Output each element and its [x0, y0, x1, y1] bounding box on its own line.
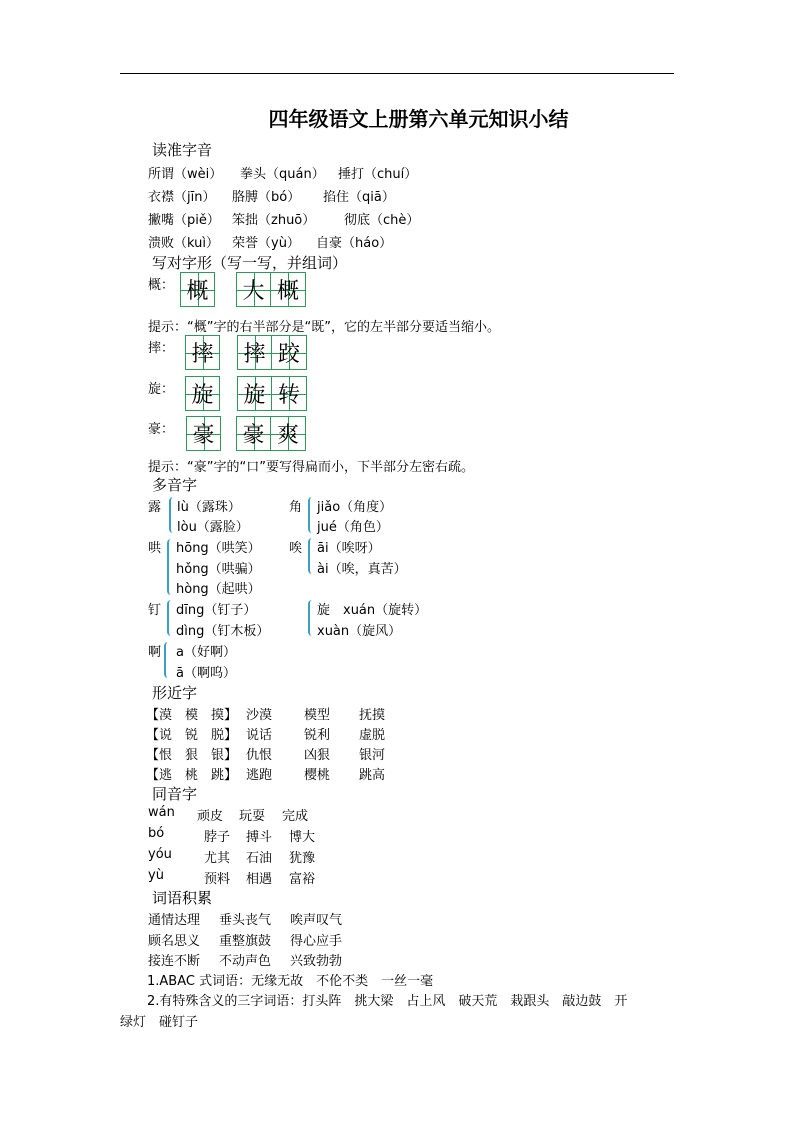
idiom: 得心应手: [290, 934, 343, 949]
homophone-word: 完成: [282, 809, 309, 824]
similar-word: 锐利: [304, 728, 331, 743]
polyphone-reading: lòu（露脸）: [177, 520, 249, 535]
writing-grid-single: [186, 416, 221, 451]
tip-text: 提示：“豪”字的“口”要写得扁而小，下半部分左密右疏。: [148, 460, 474, 475]
tianzige-cell: 摔: [185, 335, 220, 370]
homophone-word: 顽皮: [197, 809, 224, 824]
writing-grid-word: [236, 272, 306, 307]
idiom: 不动声色: [219, 954, 272, 969]
polyphone-reading: lù（露珠）: [177, 500, 241, 515]
polyphone-reading: dīng（钉子）: [176, 603, 257, 618]
tianzige-cell: 豪: [186, 416, 221, 451]
pron-item: 衣襟（jīn）: [148, 190, 216, 205]
polyphone-reading: hǒng（哄骗）: [176, 562, 261, 577]
section-heading-polyphones: 多音字: [152, 476, 198, 494]
homophone-word: 搏斗: [246, 830, 273, 845]
homophone-pinyin: bó: [148, 826, 165, 841]
similar-word: 跳高: [359, 768, 386, 783]
writing-grid-word: [236, 416, 306, 451]
polyphone-char: 角: [289, 500, 303, 515]
polyphone-reading: dìng（钉木板）: [176, 624, 270, 639]
char-label: 旋：: [148, 382, 175, 397]
polyphone-char: 唉: [289, 541, 303, 556]
homophone-word: 预料: [204, 872, 231, 887]
tianzige-cell: 摔: [237, 335, 272, 370]
similar-word: 银河: [359, 748, 386, 763]
brace-icon: [167, 539, 173, 595]
similar-word: 说话: [246, 728, 273, 743]
writing-grid-word: [237, 376, 307, 411]
page-title: 四年级语文上册第六单元知识小结: [268, 107, 569, 131]
three-char-words: 2.有特殊含义的三字词语：打头阵 挑大梁 占上风 破天荒 栽跟头 敲边鼓 开: [147, 994, 628, 1009]
pron-item: 胳膊（bó）: [232, 190, 301, 205]
idiom: 兴致勃勃: [290, 954, 343, 969]
brace-icon: [308, 497, 314, 533]
tianzige-cell: 豪: [236, 416, 271, 451]
homophone-pinyin: yóu: [148, 847, 172, 862]
similar-group: 【说 锐 脱】: [146, 728, 238, 743]
brace-icon: [164, 642, 170, 678]
homophone-pinyin: yù: [148, 868, 164, 883]
polyphone-reading: a（好啊）: [176, 645, 236, 660]
similar-word: 沙漠: [246, 708, 273, 723]
polyphone-char: 啊: [148, 645, 162, 660]
homophone-word: 博大: [289, 830, 316, 845]
tianzige-cell: 旋: [237, 376, 272, 411]
homophone-pinyin: wán: [148, 805, 175, 820]
idiom: 顾名思义: [148, 934, 201, 949]
tianzige-cell: 概: [271, 272, 306, 307]
homophone-word: 相遇: [246, 872, 273, 887]
pron-item: 撇嘴（piě）: [148, 213, 220, 228]
polyphone-reading: 旋 xuán（旋转）: [317, 603, 428, 618]
similar-word: 凶狠: [304, 748, 331, 763]
polyphone-char: 钉: [148, 603, 162, 618]
similar-group: 【漠 模 摸】: [146, 708, 238, 723]
similar-word: 樱桃: [304, 768, 331, 783]
char-label: 豪：: [148, 422, 175, 437]
pron-item: 掐住（qiā）: [323, 190, 395, 205]
writing-grid-single: [185, 335, 220, 370]
brace-icon: [167, 600, 173, 636]
homophone-word: 玩耍: [239, 809, 266, 824]
idiom: 重整旗鼓: [219, 934, 272, 949]
tianzige-cell: 概: [180, 272, 215, 307]
header-rule: [120, 73, 674, 74]
tianzige-cell: 转: [272, 376, 307, 411]
section-heading-pronunciation: 读准字音: [152, 141, 213, 159]
polyphone-reading: jiǎo（角度）: [317, 500, 393, 515]
polyphone-reading: ài（唉，真苦）: [317, 562, 407, 577]
polyphone-reading: hōng（哄笑）: [176, 541, 261, 556]
pron-item: 彻底（chè）: [344, 213, 420, 228]
homophone-word: 富裕: [289, 872, 316, 887]
polyphone-reading: āi（唉呀）: [317, 541, 381, 556]
polyphone-char: 哄: [148, 541, 162, 556]
tianzige-cell: 爽: [271, 416, 306, 451]
polyphone-reading: jué（角色）: [317, 520, 389, 535]
idiom: 接连不断: [148, 954, 201, 969]
polyphone-reading: hòng（起哄）: [176, 582, 261, 597]
similar-word: 虚脱: [359, 728, 386, 743]
similar-word: 抚摸: [359, 708, 386, 723]
pron-item: 所谓（wèi）: [148, 167, 223, 182]
writing-grid-word: [237, 335, 307, 370]
brace-icon: [308, 538, 314, 574]
polyphone-reading: xuàn（旋风）: [317, 624, 402, 639]
similar-word: 模型: [304, 708, 331, 723]
homophone-word: 犹豫: [289, 851, 316, 866]
section-heading-vocabulary: 词语积累: [152, 889, 213, 907]
homophone-word: 石油: [246, 851, 273, 866]
tianzige-cell: 跤: [272, 335, 307, 370]
pron-item: 溃败（kuì）: [148, 236, 219, 251]
pron-item: 笨拙（zhuō）: [232, 213, 316, 228]
pron-item: 荣誉（yù）: [232, 236, 300, 251]
polyphone-reading: ā（啊呜）: [176, 666, 236, 681]
similar-group: 【逃 桃 跳】: [146, 768, 238, 783]
section-heading-writing: 写对字形（写一写，并组词）: [152, 254, 348, 272]
similar-word: 逃跑: [246, 768, 273, 783]
section-heading-similar-chars: 形近字: [152, 684, 198, 702]
abac-words: 1.ABAC 式词语：无缘无故 不伦不类 一丝一毫: [147, 974, 434, 989]
char-label: 概：: [148, 278, 175, 293]
similar-group: 【恨 狠 银】: [146, 748, 238, 763]
tianzige-cell: 大: [236, 272, 271, 307]
polyphone-char: 露: [148, 500, 162, 515]
writing-grid-single: [185, 376, 220, 411]
writing-grid-single: [180, 272, 215, 307]
similar-word: 仇恨: [246, 748, 273, 763]
brace-icon: [308, 600, 314, 636]
homophone-word: 尤其: [204, 851, 231, 866]
tip-text: 提示：“概”字的右半部分是“既”，它的左半部分要适当缩小。: [148, 320, 500, 335]
idiom: 垂头丧气: [219, 913, 272, 928]
pron-item: 自豪（háo）: [316, 236, 393, 251]
idiom: 通情达理: [148, 913, 201, 928]
pron-item: 捶打（chuí）: [338, 167, 418, 182]
homophone-word: 脖子: [204, 830, 231, 845]
pron-item: 拳头（quán）: [240, 167, 325, 182]
section-heading-homophones: 同音字: [152, 785, 198, 803]
tianzige-cell: 旋: [185, 376, 220, 411]
brace-icon: [169, 497, 175, 533]
idiom: 唉声叹气: [290, 913, 343, 928]
three-char-words-cont: 绿灯 碰钉子: [120, 1015, 199, 1030]
char-label: 摔：: [148, 341, 175, 356]
